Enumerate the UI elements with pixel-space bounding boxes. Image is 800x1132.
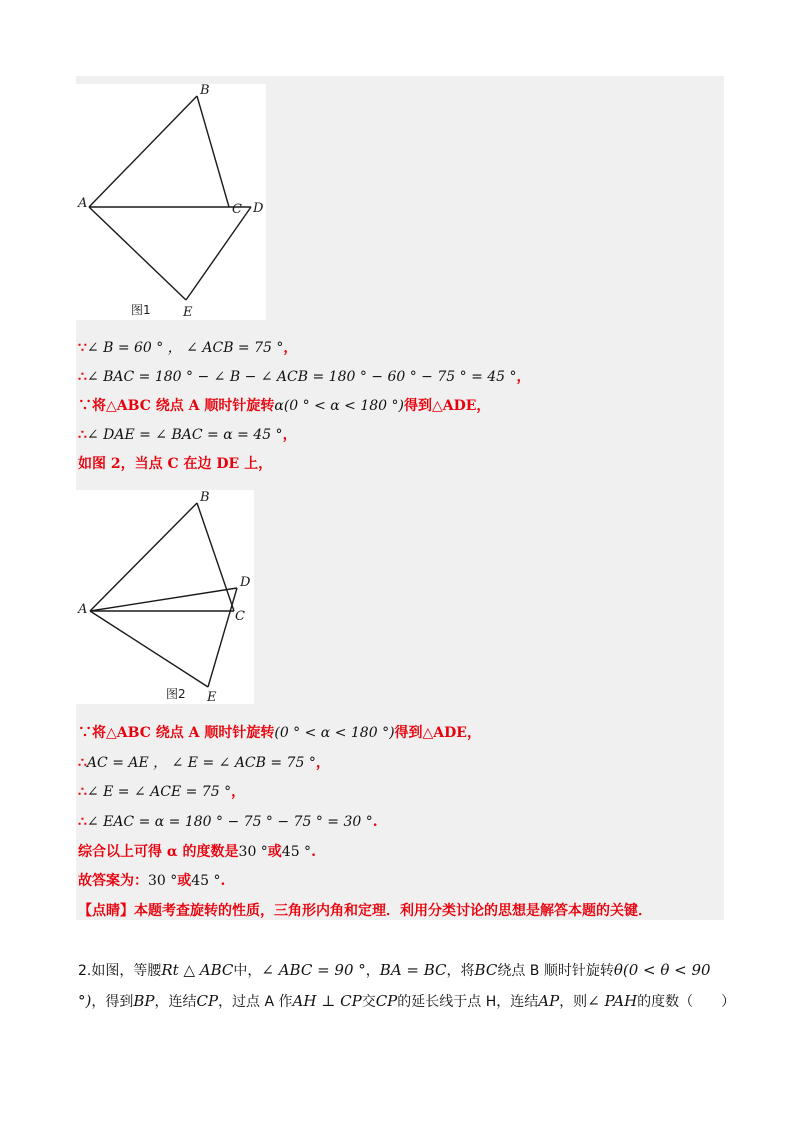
label-d: D xyxy=(253,201,264,216)
solution-line-8: ∴∠ E = ∠ ACE = 75 °， xyxy=(78,784,246,800)
solution-line-5: 如图 2，当点 C 在边 DE 上， xyxy=(78,456,273,472)
segment-ad xyxy=(90,588,237,611)
question-2: 2.如图，等腰Rt △ ABC中，∠ ABC = 90 °，BA = BC，将BC绕点 B 顺时针旋转θ(0 < θ < 90 °)，得到BP，连结CP，过点 A 作AH ⊥ CP交CP的延长线于点 H，连结AP，则∠ PAH的度数（ ） xyxy=(78,961,736,1010)
segment-ed xyxy=(186,207,251,300)
solution-line-1: ∵∠ B = 60 ° ， ∠ ACB = 75 °， xyxy=(78,340,298,356)
solution-line-9: ∴∠ EAC = α = 180 ° − 75 ° − 75 ° = 30 °. xyxy=(78,814,378,830)
solution-comment: 【点睛】本题考查旋转的性质，三角形内角和定理．利用分类讨论的思想是解答本题的关键． xyxy=(78,903,652,919)
label-d: D xyxy=(240,575,251,590)
solution-line-10: 综合以上可得 α 的度数是30 °或45 °. xyxy=(78,844,316,860)
segment-de xyxy=(208,588,237,687)
label-a: A xyxy=(78,602,88,617)
label-e: E xyxy=(183,305,193,320)
figure-2-caption: 图2 xyxy=(166,687,186,701)
solution-line-4: ∴∠ DAE = ∠ BAC = α = 45 °， xyxy=(78,427,297,443)
solution-line-7: ∴AC = AE ， ∠ E = ∠ ACB = 75 °， xyxy=(78,755,330,771)
label-b: B xyxy=(200,490,210,505)
solution-line-6: ∵将△ABC 绕点 A 顺时针旋转(0 ° < α < 180 °)得到△ADE， xyxy=(78,725,481,741)
segment-ab xyxy=(89,96,197,207)
solution-line-3: ∵将△ABC 绕点 A 顺时针旋转α(0 ° < α < 180 °)得到△ADE， xyxy=(78,398,491,414)
label-a: A xyxy=(78,196,88,211)
label-e: E xyxy=(207,690,217,704)
label-c: C xyxy=(232,202,242,217)
segment-ae xyxy=(90,611,208,687)
figure-2 xyxy=(76,490,254,704)
segment-bc xyxy=(197,503,234,611)
label-c: C xyxy=(235,609,245,624)
segment-bc xyxy=(197,96,229,207)
solution-line-11: 故答案为：30 °或45 °. xyxy=(78,873,226,889)
label-b: B xyxy=(200,84,210,98)
figure-1 xyxy=(76,84,266,320)
figure-1-caption: 图1 xyxy=(131,303,151,317)
solution-line-2: ∴∠ BAC = 180 ° − ∠ B − ∠ ACB = 180 ° − 60 ° − 75 ° = 45 °， xyxy=(78,369,531,385)
segment-ae xyxy=(89,207,186,300)
segment-ab xyxy=(90,503,197,611)
